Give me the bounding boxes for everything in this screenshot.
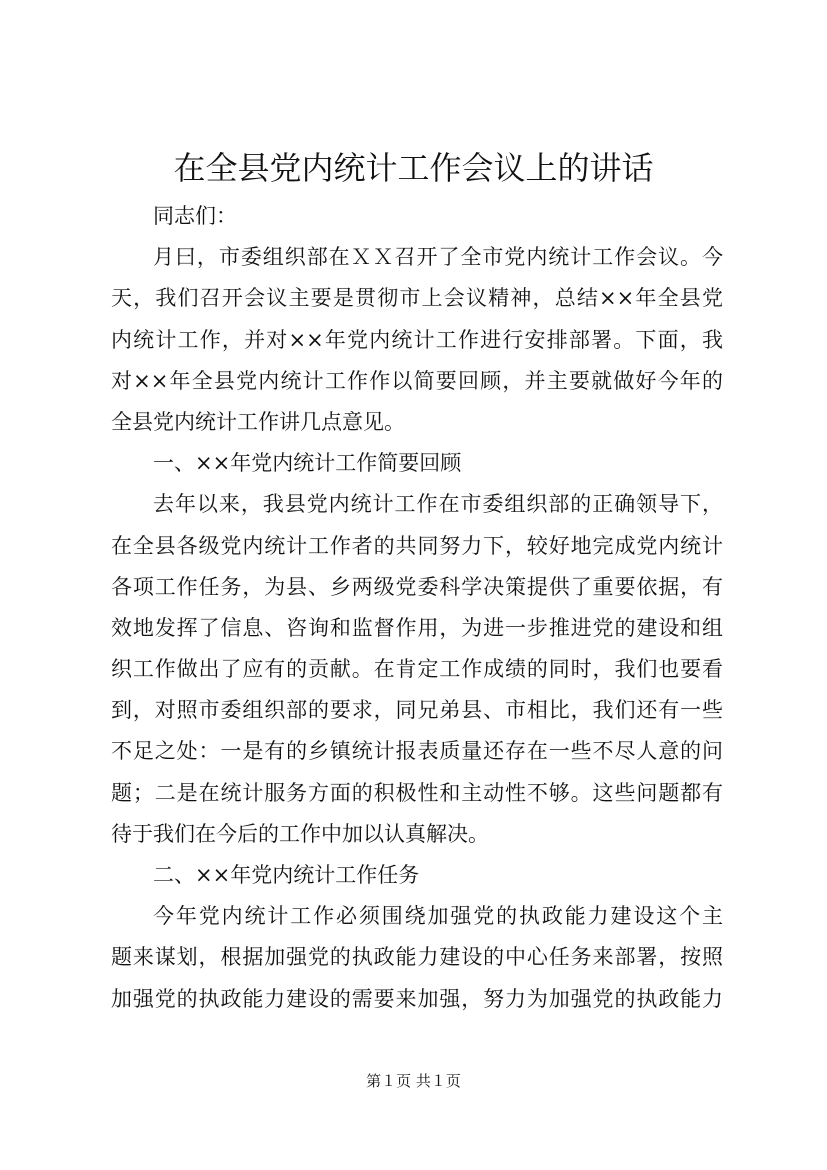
paragraph-line: 织工作做出了应有的贡献。在肯定工作成绩的同时，我们也要看 xyxy=(111,657,723,682)
paragraph-line: 到，对照市委组织部的要求，同兄弟县、市相比，我们还有一些 xyxy=(111,698,723,723)
paragraph-line: 加强党的执政能力建设的需要来加强，努力为加强党的执政能力 xyxy=(111,986,723,1011)
paragraph-line: 二、××年党内统计工作任务 xyxy=(153,863,420,887)
paragraph-line: 在全县各级党内统计工作者的共同努力下，较好地完成党内统计 xyxy=(111,533,723,558)
paragraph-line: 题来谋划，根据加强党的执政能力建设的中心任务来部署，按照 xyxy=(111,945,723,970)
paragraph-line: 同志们： xyxy=(153,204,237,228)
paragraph-line: 全县党内统计工作讲几点意见。 xyxy=(111,409,405,434)
paragraph-line: 天，我们召开会议主要是贯彻市上会议精神，总结××年全县党 xyxy=(111,286,723,311)
paragraph-line: 对××年全县党内统计工作作以简要回顾，并主要就做好今年的 xyxy=(111,368,723,393)
paragraph-line: 内统计工作，并对××年党内统计工作进行安排部署。下面，我 xyxy=(111,327,723,352)
paragraph-line: 月曰，市委组织部在ＸＸ召开了全市党内统计工作会议。今 xyxy=(153,245,723,270)
paragraph-line: 题；二是在统计服务方面的积极性和主动性不够。这些问题都有 xyxy=(111,780,723,805)
document-body xyxy=(111,196,723,1020)
paragraph-line: 不足之处：一是有的乡镇统计报表质量还存在一些不尽人意的问 xyxy=(111,739,723,764)
paragraph-line: 去年以来，我县党内统计工作在市委组织部的正确领导下， xyxy=(153,492,723,517)
paragraph-line: 效地发挥了信息、咨询和监督作用，为进一步推进党的建设和组 xyxy=(111,615,723,640)
document-title: 在全县党内统计工作会议上的讲话 xyxy=(173,149,654,187)
paragraph-line: 今年党内统计工作必须围绕加强党的执政能力建设这个主 xyxy=(153,904,723,929)
paragraph-line: 一、××年党内统计工作简要回顾 xyxy=(153,451,462,476)
paragraph-line: 各项工作任务，为县、乡两级党委科学决策提供了重要依据，有 xyxy=(111,574,723,599)
page-footer: 第１页 共１页 xyxy=(366,1072,461,1090)
paragraph-line: 待于我们在今后的工作中加以认真解决。 xyxy=(111,821,489,846)
